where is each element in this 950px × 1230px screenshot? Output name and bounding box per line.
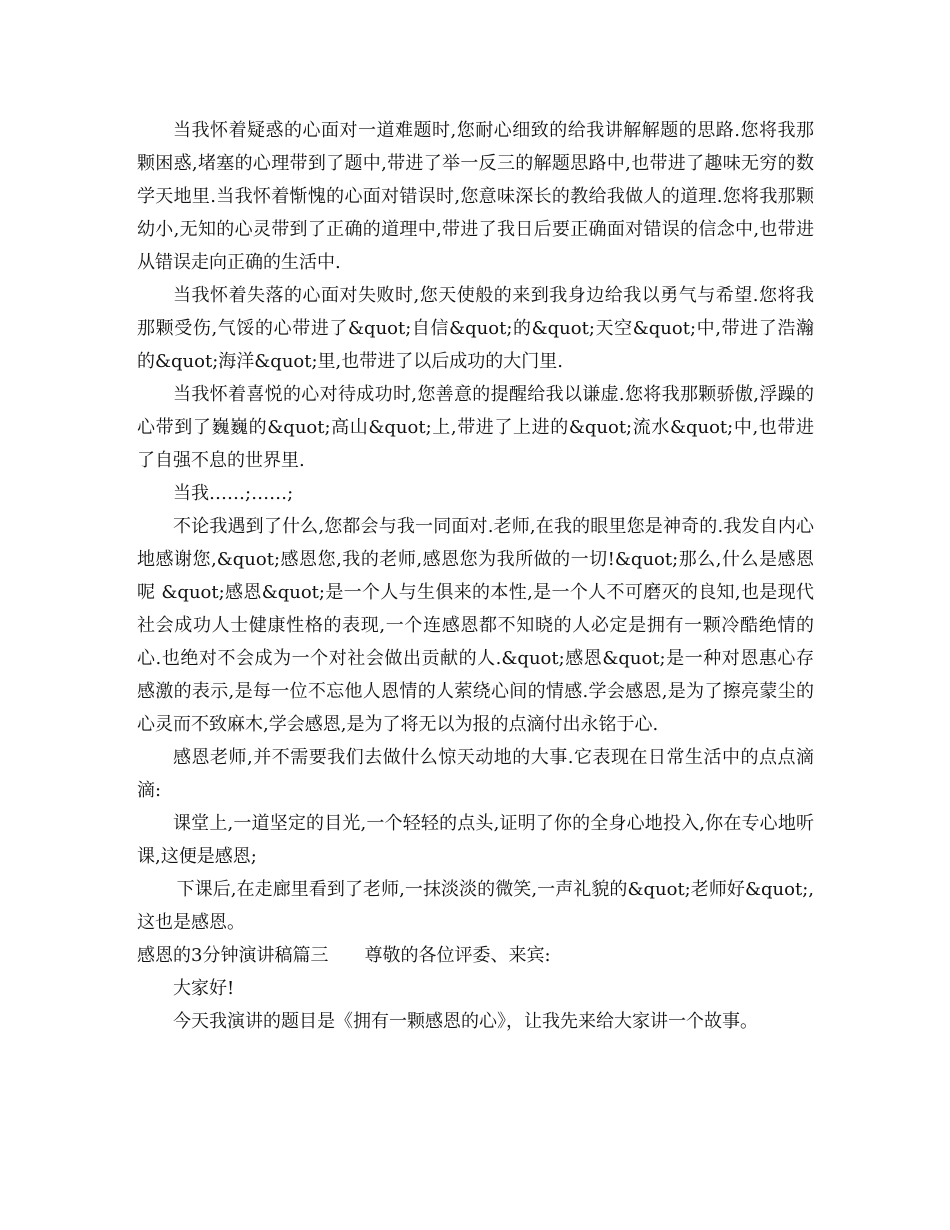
document-body	[137, 114, 814, 1038]
paragraph-greeting: 大家好!	[173, 978, 235, 999]
paragraph-gratitude: 不论我遇到了什么,您都会与我一同面对.老师,在我的眼里您是神奇的.我发自内心地感谢您,&quot;感恩您,我的老师,感恩您为我所做的一切!&quot;那么,什么是感恩呢 &quot;感恩&quot;是一个人与生俱来的本性,是一个人不可磨灭的良知,也是现代社会成功人士健康性格的表现,一个连感恩都不知晓的人必定是拥有一颗冷酷绝情的心.也绝对不会成为一个对社会做出贡献的人.&quot;感恩&quot;是一种对恩惠心存感激的表示,是每一位不忘他人恩情的人萦绕心间的情感.学会感恩,是为了擦亮蒙尘的心灵而不致麻木,学会感恩,是为了将无以为报的点滴付出永铭于心.	[137, 516, 814, 735]
paragraph-after-class: 下课后,在走廊里看到了老师,一抹淡淡的微笑,一声礼貌的&quot;老师好&quot;,这也是感恩。	[137, 879, 814, 933]
section-heading: 感恩的3分钟演讲稿篇三 尊敬的各位评委、来宾:	[137, 945, 551, 966]
paragraph-failure: 当我怀着失落的心面对失败时,您天使般的来到我身边给我以勇气与希望.您将我那颗受伤,气馁的心带进了&quot;自信&quot;的&quot;天空&quot;中,带进了浩瀚的&quot;海洋&quot;里,也带进了以后成功的大门里.	[137, 285, 814, 372]
paragraph-classroom: 课堂上,一道坚定的目光,一个轻轻的点头,证明了你的全身心地投入,你在专心地听课,这便是感恩;	[137, 813, 814, 867]
paragraph-doubt: 当我怀着疑惑的心面对一道难题时,您耐心细致的给我讲解解题的思路.您将我那颗困惑,堵塞的心理带到了题中,带进了举一反三的解题思路中,也带进了趣味无穷的数学天地里.当我怀着惭愧的心面对错误时,您意味深长的教给我做人的道理.您将我那颗幼小,无知的心灵带到了正确的道理中,带进了我日后要正确面对错误的信念中,也带进从错误走向正确的生活中.	[137, 120, 814, 273]
paragraph-daily-life: 感恩老师,并不需要我们去做什么惊天动地的大事.它表现在日常生活中的点点滴滴:	[137, 747, 814, 801]
paragraph-ellipsis: 当我……;……;	[173, 483, 294, 504]
paragraph-success: 当我怀着喜悦的心对待成功时,您善意的提醒给我以谦虚.您将我那颗骄傲,浮躁的心带到了巍巍的&quot;高山&quot;上,带进了上进的&quot;流水&quot;中,也带进了自强不息的世界里.	[137, 384, 814, 471]
paragraph-speech-intro: 今天我演讲的题目是《拥有一颗感恩的心》，让我先来给大家讲一个故事。	[173, 1011, 758, 1032]
